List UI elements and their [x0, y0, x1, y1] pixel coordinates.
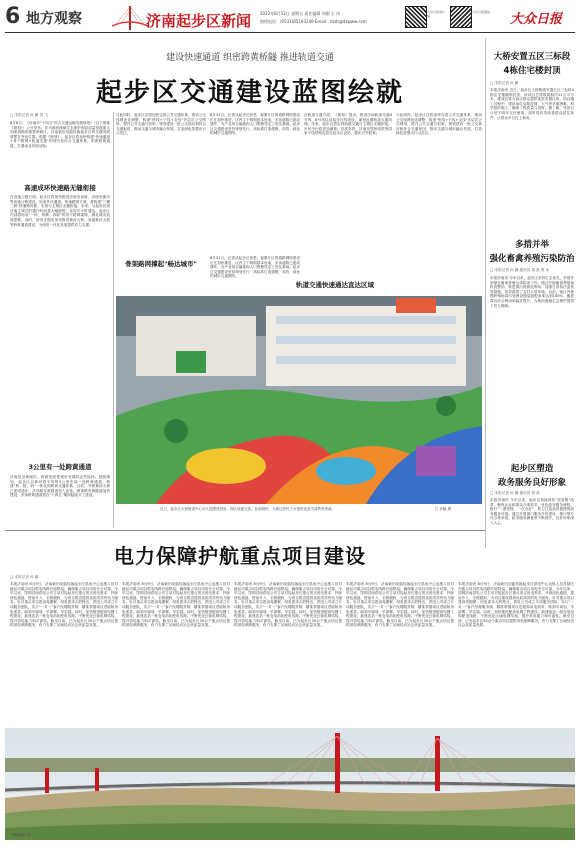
- lead-para-3: 8月31日，记者从起步区获悉，崔寨片区的道路网络建设正在加快推进，区内主干路网基本形成，多条道路已建成通车，为产业项目落地和人口集聚奠定了坚实基础。起步区交通建设坚持规划先行，高标准打造便捷、高效、绿色的城市交通网络。: [210, 113, 300, 136]
- right-story-3-title-1: 起步区塑造: [510, 464, 554, 474]
- lead-headline: 起步区交通建设蓝图绘就: [95, 78, 404, 108]
- second-text-col-2: 本报济南讯 8月9日，济南新旧动能转换起步区供电中心运维人员对辖区内重点项目供电线路开展特巡，确保重点项目用电安全可靠。今年以来，国网济南供电公司主动对接起步区重点项目用电需求，开辟绿色通道，提前介入、全程跟踪，为项目建设提供优质高效的电力服务。针对重点项目建设周期紧、用电需求大的特点，供电公司成立专项服务团队，实行"一对一"客户经理服务制，精准掌握项目进展和用电需求，做到早谋划、早部署、早实施。同时，加快推进配套电网工程建设，新建改造一批变电站和配电线路，不断优化区域电网结构，提升供电能力和可靠性。截至目前，已为起步区30余个重点项目提供用电保障服务，有力支撑了区域经济社会高质量发展。: [122, 582, 230, 628]
- page-number: 6: [5, 5, 27, 29]
- second-byline: □ 本报记者 孙 鹏: [10, 575, 39, 579]
- right-story-1-text: 本报济南讯 近日，起步区大桥街道安置五区三标段4栋住宅楼顺利封顶。该项目总建筑面积约12万平方米，建成后将为拆迁群众提供优质安置住房。项目施工过程中，建设单位克服疫情、天气等多重困难，科学组织施工，确保工程质量与进度。据了解，该项目计划于明年交付使用，届时将有效改善群众居住条件，让群众早日住上新房。: [490, 88, 574, 120]
- lead-para-1: 在高速公路方面，起步区将加快推进济南至高唐、济南至潍坊等高速公路建设，形成外环通道；快速路网方面，将构建"三横三纵"快速路体系，实现与主城区无缝衔接。未来，从起步区到济南主城区的通行时间将大幅缩短，实现半小时通达。起步区内部将形成"一环、两横、四纵"的骨干路网架构，满足城市拓展需要。同时，规划还提出加快推进黄河大桥、凤凰黄河大桥等跨黄通道建设，为两岸一体化发展提供有力支撑。: [10, 195, 110, 227]
- lead-subhead-3: 骨架路网撑起"畅达城市": [125, 260, 197, 268]
- second-text-col-4: 本报济南讯 8月9日，济南新旧动能转换起步区供电中心运维人员对辖区内重点项目供电线路开展特巡，确保重点项目用电安全可靠。今年以来，国网济南供电公司主动对接起步区重点项目用电需求，开辟绿色通道，提前介入、全程跟踪，为项目建设提供优质高效的电力服务。针对重点项目建设周期紧、用电需求大的特点，供电公司成立专项服务团队，实行"一对一"客户经理服务制，精准掌握项目进展和用电需求，做到早谋划、早部署、早实施。同时，加快推进配套电网工程建设，新建改造一批变电站和配电线路，不断优化区域电网结构，提升供电能力和可靠性。截至目前，已为起步区30余个重点项目提供用电保障服务，有力支撑了区域经济社会高质量发展。: [346, 582, 454, 628]
- right-story-2-title-2: 强化畜禽养殖污染防治: [489, 254, 575, 264]
- contact-line: 热线电话：(0531)85193249 Email：dzrb@dzwww.com: [260, 19, 367, 24]
- paper-logo: 大众日报: [510, 12, 563, 27]
- masthead-rule: [5, 32, 575, 33]
- bridge-photo: [5, 728, 575, 840]
- masthead-bridge-graphic: [112, 4, 148, 32]
- right-story-1-title-1: 大桥安置五区三标段: [493, 52, 571, 62]
- right-story-2-byline: □ 本报记者 孙 鹏 通讯员 周 凯 鲁 冰: [490, 268, 550, 272]
- lead-para-2: 济南是沿黄城市，跨黄发展是城市发展的必然选择。按照规划，起步区沿黄河将平均每3公里布局一处跨黄通道，构建"桥、隧、轨"一体化的跨黄交通体系。目前，齐鲁黄河大桥已建成通车，济泺路穿黄隧道投入运营，黄岗路穿黄隧道加快建设，多条跨黄通道将在"十四五"期间陆续开工建设。: [10, 475, 110, 498]
- qr-caption-1: 大众日报客户端: [427, 10, 446, 18]
- second-text-col-3: 本报济南讯 8月9日，济南新旧动能转换起步区供电中心运维人员对辖区内重点项目供电线路开展特巡，确保重点项目用电安全可靠。今年以来，国网济南供电公司主动对接起步区重点项目用电需求，开辟绿色通道，提前介入、全程跟踪，为项目建设提供优质高效的电力服务。针对重点项目建设周期紧、用电需求大的特点，供电公司成立专项服务团队，实行"一对一"客户经理服务制，精准掌握项目进展和用电需求，做到早谋划、早部署、早实施。同时，加快推进配套电网工程建设，新建改造一批变电站和配电线路，不断优化区域电网结构，提升供电能力和可靠性。截至目前，已为起步区30余个重点项目提供用电保障服务，有力支撑了区域经济社会高质量发展。: [234, 582, 342, 628]
- lead-para-5: 与此同时，起步区还将加快完善公共交通体系，推动公交线网优化调整，构建"快线+干线+支线"多层次公交网络，提升公共交通分担率。规划建设一批公交场站和综合交通枢纽，推动交通与城市融合发展，打造绿色智慧出行示范区。: [396, 113, 482, 136]
- right-story-3-text: 本报济南讯 今年以来，起步区持续深化"放管服"改革，聚焦企业和群众办事需求，优化政务服务流程，推行"一窗受理、一次办好"，着力打造高效便捷的政务服务环境。通过开展窗口服务作风建设、推行帮办代办等举措，政务服务满意度不断提升，良好形象深入人心。: [490, 498, 574, 525]
- lead-para-4a: 在轨道交通方面，《规划》提出，推进济南轨道交通4号线、6号线以及起步区线建设，谋划远期轨道交通线网。未来，起步区将实现轨道交通与主城区无缝衔接，市民出行将更加便捷。济滨高铁、济南至郑州高铁等国家干线铁路也将在起步区设站，强化对外联系。: [304, 113, 392, 136]
- second-story-rule: [5, 530, 485, 531]
- col-divider-1: [113, 112, 114, 527]
- qr-code-1: [405, 6, 427, 28]
- column-title: 济南起步区新闻: [146, 12, 252, 30]
- right-story-3-byline: □ 本报记者 孙 鹏 通讯员 周 凯: [490, 491, 540, 495]
- lead-subhead-2: 3公里有一处跨黄通道: [28, 463, 92, 471]
- second-text-col-1: 本报济南讯 8月9日，济南新旧动能转换起步区供电中心运维人员对辖区内重点项目供电线路开展特巡，确保重点项目用电安全可靠。今年以来，国网济南供电公司主动对接起步区重点项目用电需求，开辟绿色通道，提前介入、全程跟踪，为项目建设提供优质高效的电力服务。针对重点项目建设周期紧、用电需求大的特点，供电公司成立专项服务团队，实行"一对一"客户经理服务制，精准掌握项目进展和用电需求，做到早谋划、早部署、早实施。同时，加快推进配套电网工程建设，新建改造一批变电站和配电线路，不断优化区域电网结构，提升供电能力和可靠性。截至目前，已为起步区30余个重点项目提供用电保障服务，有力支撑了区域经济社会高质量发展。: [10, 582, 118, 628]
- qr-caption-2: 大众日报微信: [472, 10, 491, 14]
- lead-byline: □ 本报记者 孙 鹏 刘 飞: [10, 113, 48, 117]
- lead-kicker: 建设快速通道 织密跨黄桥隧 推进轨道交通: [166, 53, 334, 63]
- lead-subhead-1: 高速成环快速路无缝衔接: [24, 184, 96, 192]
- photo-caption: 近日，起步区大桥街道中心幼儿园建成投用，园区设施完善、色彩明快，为周边居民子女提供优质学前教育资源。: [160, 507, 335, 511]
- right-story-2-title-1: 多措并举: [514, 240, 549, 250]
- right-story-3-title-2: 政务服务良好形象: [497, 478, 566, 488]
- date-line: 2022年8月12日 星期五 责任编辑 刘刚 王 凤: [260, 11, 341, 16]
- lead-intro-text: 8月8日，《济南市"十四五"综合交通运输发展规划》（以下简称《规划》）公开发布。作为黄河流域生态保护和高质量发展重大国家战略的重要承载区，济南新旧动能转换起步区的交通发展被摆在突出位置。根据《规划》，起步区将加快构建"快速通道+骨干路网+轨道交通"的现代化综合交通体系，织密跨黄通道，打通南北发展动脉。: [10, 121, 110, 148]
- lead-subhead-4: 轨道交通快速通达直达区域: [296, 281, 374, 289]
- right-story-2-text: 本报济南讯 今年以来，起步区坚持生态优先，多措并举强化畜禽养殖污染防治工作。通过开展畜禽养殖场排查整治、推进粪污资源化利用、加强日常执法监管等措施，有效改善了农村人居环境。目前，辖区内规模养殖场粪污处理设施装备配套率达到100%，畜禽粪污综合利用率稳步提升，为黄河流域生态保护提供了有力保障。: [490, 276, 574, 308]
- bridge-photo-caption: 齐鲁黄河大桥: [10, 833, 31, 837]
- section-label: 地方观察: [26, 11, 82, 27]
- right-story-1-byline: □ 本报记者 孙 鹏: [490, 81, 519, 85]
- second-text-col-5: 本报济南讯 8月9日，济南新旧动能转换起步区供电中心运维人员对辖区内重点项目供电线路开展特巡，确保重点项目用电安全可靠。今年以来，国网济南供电公司主动对接起步区重点项目用电需求，开辟绿色通道，提前介入、全程跟踪，为项目建设提供优质高效的电力服务。针对重点项目建设周期紧、用电需求大的特点，供电公司成立专项服务团队，实行"一对一"客户经理服务制，精准掌握项目进展和用电需求，做到早谋划、早部署、早实施。同时，加快推进配套电网工程建设，新建改造一批变电站和配电线路，不断优化区域电网结构，提升供电能力和可靠性。截至目前，已为起步区30余个重点项目提供用电保障服务，有力支撑了区域经济社会高质量发展。: [458, 582, 574, 628]
- lead-para-3b: 8月31日，记者从起步区获悉，崔寨片区的道路网络建设正在加快推进，区内主干路网基本形成，多条道路已建成通车，为产业项目落地和人口集聚奠定了坚实基础。起步区交通建设坚持规划先行，高标准打造便捷、高效、绿色的城市交通网络。: [210, 256, 300, 279]
- right-story-1-title-2: 4栋住宅楼封顶: [503, 66, 561, 76]
- lead-photo: [116, 296, 482, 504]
- right-col-divider: [485, 38, 486, 548]
- photo-credit: □ 孙鹏 摄: [435, 507, 452, 511]
- qr-code-2: [450, 6, 472, 28]
- lead-para-3a: 与此同时，起步区还将加快完善公共交通体系，推动公交线网优化调整，构建"快线+干线+支线"多层次公交网络，提升公共交通分担率。规划建设一批公交场站和综合交通枢纽，推动交通与城市融合发展，打造绿色智慧出行示范区。: [116, 113, 206, 136]
- second-headline: 电力保障护航重点项目建设: [114, 544, 366, 568]
